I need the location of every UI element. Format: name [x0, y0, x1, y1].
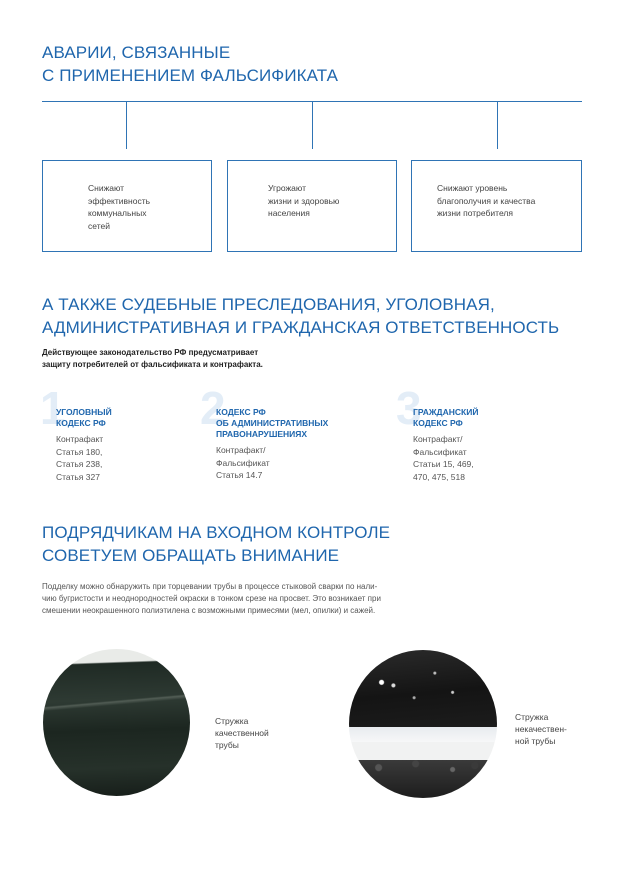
- liability-intro: Действующее законодательство РФ предусматривает защиту потребителей от фальсификата и контрафакта.: [42, 348, 263, 369]
- diagram-connector-2: [312, 101, 313, 149]
- good-pipe-caption: Стружка качественной трубы: [215, 716, 269, 750]
- code-text-1: Контрафакт Статья 180, Статья 238, Статья 327: [56, 434, 104, 482]
- bad-pipe-shavings-photo: [349, 650, 497, 798]
- effect-box-3: [411, 160, 582, 252]
- diagram-connector-3: [497, 101, 498, 149]
- code-text-3: Контрафакт/ Фальсификат Статьи 15, 469, 470, 475, 518: [413, 434, 474, 482]
- code-title-1: УГОЛОВНЫЙ КОДЕКС РФ: [56, 407, 112, 428]
- contractors-paragraph: Подделку можно обнаружить при торцевании трубы в процессе стыковой сварки по нали- чию бугристости и неоднородностей окраски в тонком срезе на просвет. Это возникает при смешении неокрашенного полиэтилена с возможными примесями (мел, опилки) и сажей.: [42, 582, 381, 615]
- good-pipe-shavings-photo: [43, 649, 190, 796]
- bad-photo-top: [349, 650, 497, 727]
- code-title-2: КОДЕКС РФ ОБ АДМИНИСТРАТИВНЫХ ПРАВОНАРУШЕНИЯХ: [216, 407, 329, 439]
- bad-pipe-caption: Стружка некачествен- ной трубы: [515, 712, 567, 746]
- liability-title: А ТАКЖЕ СУДЕБНЫЕ ПРЕСЛЕДОВАНИЯ, УГОЛОВНАЯ, АДМИНИСТРАТИВНАЯ И ГРАЖДАНСКАЯ ОТВЕТСТВЕННОСТЬ: [42, 295, 560, 337]
- accidents-title: АВАРИИ, СВЯЗАННЫЕ С ПРИМЕНЕНИЕМ ФАЛЬСИФИКАТА: [42, 43, 339, 85]
- contractors-title: ПОДРЯДЧИКАМ НА ВХОДНОМ КОНТРОЛЕ СОВЕТУЕМ ОБРАЩАТЬ ВНИМАНИЕ: [42, 523, 391, 565]
- effect-box-2: [227, 160, 397, 252]
- effect-box-1: [42, 160, 212, 252]
- code-title-3: ГРАЖДАНСКИЙ КОДЕКС РФ: [413, 407, 479, 428]
- code-number-1: 1: [40, 382, 66, 434]
- code-text-2: Контрафакт/ Фальсификат Статья 14.7: [216, 445, 270, 480]
- bad-photo-middle: [349, 727, 497, 742]
- bad-photo-bottom: [349, 760, 497, 798]
- effect-text-3: Снижают уровень благополучия и качества жизни потребителя: [437, 183, 536, 218]
- effect-text-2: Угрожают жизни и здоровью населения: [268, 183, 340, 218]
- code-number-3: 3: [396, 382, 422, 434]
- code-number-2: 2: [200, 382, 226, 434]
- effect-text-1: Снижают эффективность коммунальных сетей: [88, 183, 151, 231]
- diagram-connector-1: [126, 101, 127, 149]
